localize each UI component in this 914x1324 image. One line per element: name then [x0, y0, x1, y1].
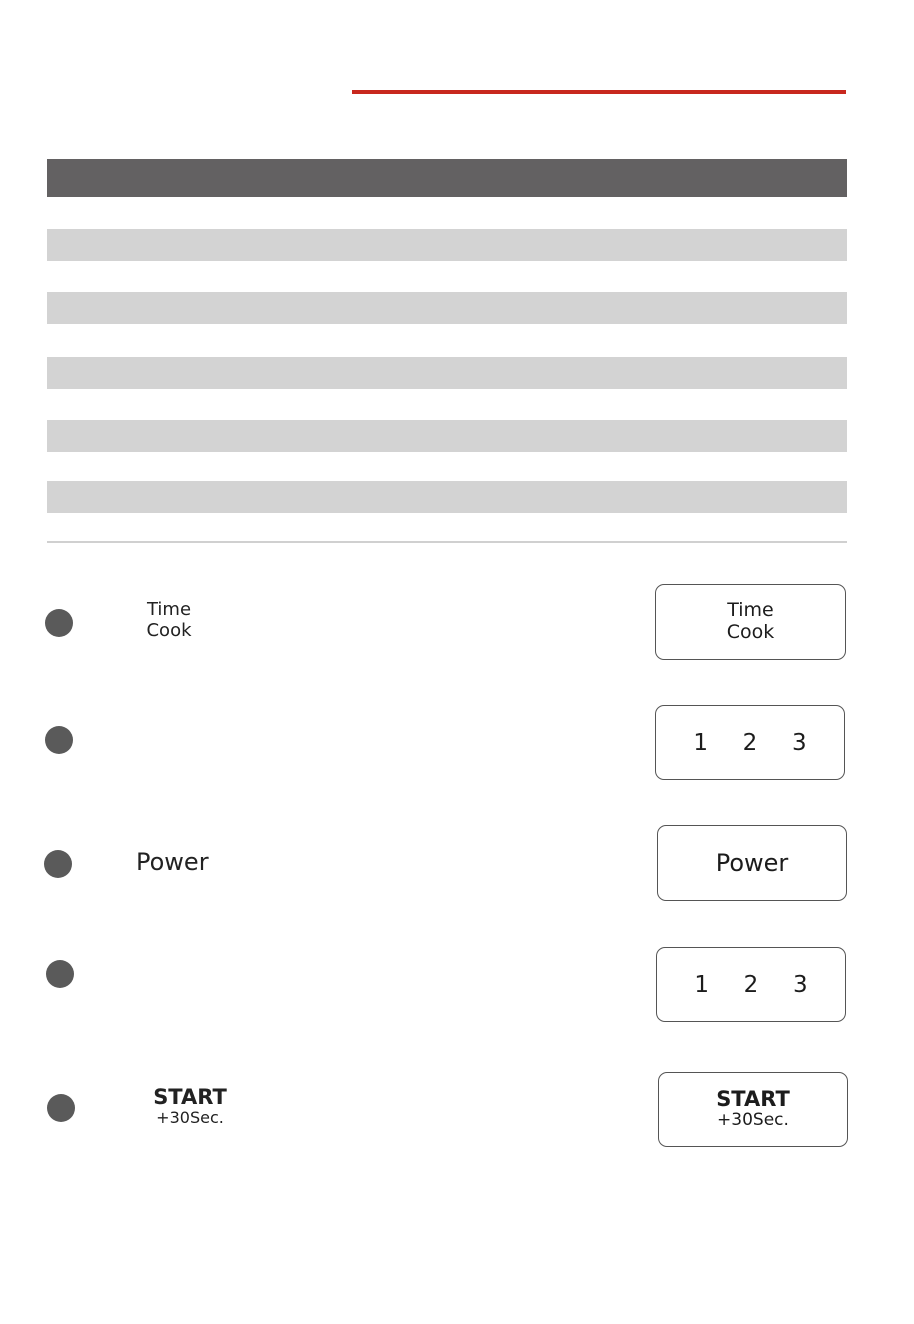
- step-3-dot: [44, 850, 72, 878]
- start-button[interactable]: [658, 1072, 848, 1147]
- power-button-label: Power: [715, 849, 789, 877]
- digit-1[interactable]: 1: [693, 729, 708, 756]
- step-2-dot: [45, 726, 73, 754]
- table-row: [47, 389, 847, 421]
- step-3-label: Power: [136, 848, 209, 876]
- number-pad-button[interactable]: [656, 947, 846, 1022]
- table-bottom-rule: [47, 541, 847, 543]
- table-row: [47, 357, 847, 389]
- power-button[interactable]: [657, 825, 847, 901]
- start-button-sublabel: +30Sec.: [717, 1110, 789, 1131]
- table-header: [47, 159, 847, 197]
- step-5-label-main: START: [153, 1085, 227, 1109]
- table-row: [47, 513, 847, 541]
- table-row: [47, 261, 847, 293]
- digit-1[interactable]: 1: [694, 971, 709, 998]
- digit-2[interactable]: 2: [742, 729, 758, 756]
- step-5-label: [150, 1085, 230, 1128]
- table-row: [47, 197, 847, 229]
- number-pad-button[interactable]: [655, 705, 845, 780]
- step-4-dot: [46, 960, 74, 988]
- start-button-label: START: [716, 1087, 790, 1112]
- table-row: [47, 292, 847, 324]
- time-cook-button[interactable]: [655, 584, 846, 660]
- step-1-label: Time Cook: [146, 599, 192, 641]
- table-row: [47, 452, 847, 484]
- step-1-dot: [45, 609, 73, 637]
- digit-3[interactable]: 3: [792, 729, 807, 756]
- table-row: [47, 324, 847, 356]
- step-5-label-sub: +30Sec.: [156, 1108, 224, 1128]
- time-cook-button-line-2: Cook: [726, 621, 775, 643]
- digit-2[interactable]: 2: [743, 971, 759, 998]
- time-cook-button-line-1: Time: [727, 599, 774, 622]
- title-accent-rule: [352, 90, 846, 94]
- table-row: [47, 481, 847, 513]
- digit-3[interactable]: 3: [793, 971, 808, 998]
- table-row: [47, 420, 847, 452]
- table-row: [47, 229, 847, 261]
- step-5-dot: [47, 1094, 75, 1122]
